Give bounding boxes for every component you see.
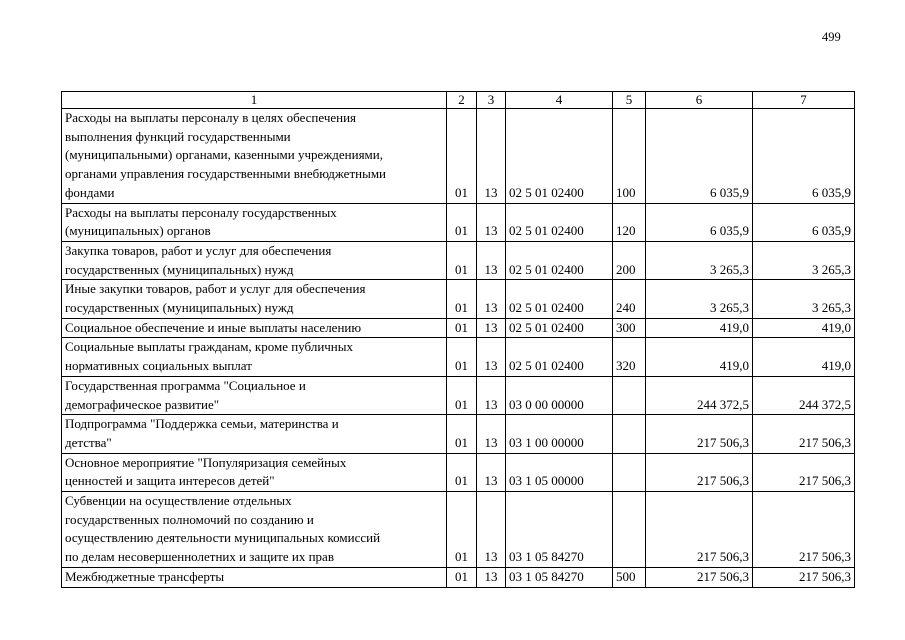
row-name-line: органами управления государственными внебюджетными xyxy=(65,166,387,182)
row-pr-cell: 13 xyxy=(477,415,506,453)
row-sum-2025-cell: 217 506,3 xyxy=(753,415,855,453)
row-name-cell xyxy=(62,241,447,279)
header-row xyxy=(62,92,855,109)
row-name-line: Социальные выплаты гражданам, кроме публичных xyxy=(65,339,353,355)
row-csr-cell: 02 5 01 02400 xyxy=(506,318,613,338)
row-sum-2025-cell: 419,0 xyxy=(753,318,855,338)
row-sum-2024-cell: 244 372,5 xyxy=(646,376,753,414)
row-sum-2025-cell: 217 506,3 xyxy=(753,567,855,587)
row-name-line: нормативных социальных выплат xyxy=(65,358,252,374)
table-row xyxy=(62,453,855,491)
row-name-line: (муниципальными) органами, казенными учреждениями, xyxy=(65,147,383,163)
row-pr-cell: 13 xyxy=(477,492,506,568)
row-rz-cell: 01 xyxy=(447,492,477,568)
row-name-line: государственных полномочий по созданию и xyxy=(65,511,314,527)
row-name-line: осуществлению деятельности муниципальных комиссий xyxy=(65,530,381,546)
row-csr-cell: 03 1 00 00000 xyxy=(506,415,613,453)
row-name-line: Подпрограмма "Поддержка семьи, материнства и xyxy=(65,416,339,432)
row-sum-2024-cell: 6 035,9 xyxy=(646,109,753,204)
row-sum-2024-cell: 217 506,3 xyxy=(646,453,753,491)
row-sum-2024-cell: 217 506,3 xyxy=(646,492,753,568)
row-name-line: Межбюджетные трансферты xyxy=(65,568,225,584)
col-header-1: 1 xyxy=(62,92,447,109)
row-rz-cell: 01 xyxy=(447,318,477,338)
table-row xyxy=(62,280,855,318)
row-name-line: государственных (муниципальных) нужд xyxy=(65,300,294,316)
row-name-line: Закупка товаров, работ и услуг для обеспечения xyxy=(65,242,332,258)
row-name-line: фондами xyxy=(65,184,115,200)
row-name-cell xyxy=(62,376,447,414)
row-rz-cell: 01 xyxy=(447,109,477,204)
row-sum-2024-cell: 217 506,3 xyxy=(646,567,753,587)
row-name-line: (муниципальных) органов xyxy=(65,223,211,239)
row-sum-2024-cell: 419,0 xyxy=(646,338,753,376)
row-vr-cell: 320 xyxy=(613,338,646,376)
row-name-line: Социальное обеспечение и иные выплаты населению xyxy=(65,319,362,335)
row-name-line: Государственная программа "Социальное и xyxy=(65,377,306,393)
row-csr-cell: 02 5 01 02400 xyxy=(506,203,613,241)
row-rz-cell: 01 xyxy=(447,203,477,241)
row-rz-cell: 01 xyxy=(447,338,477,376)
row-vr-cell: 500 xyxy=(613,567,646,587)
row-pr-cell: 13 xyxy=(477,109,506,204)
row-csr-cell: 03 1 05 84270 xyxy=(506,492,613,568)
row-csr-cell: 03 1 05 84270 xyxy=(506,567,613,587)
row-name-cell xyxy=(62,109,447,204)
row-pr-cell: 13 xyxy=(477,203,506,241)
row-sum-2024-cell: 419,0 xyxy=(646,318,753,338)
row-csr-cell: 02 5 01 02400 xyxy=(506,338,613,376)
table-row xyxy=(62,338,855,376)
table-row xyxy=(62,567,855,587)
row-sum-2024-cell: 217 506,3 xyxy=(646,415,753,453)
col-header-3: 3 xyxy=(477,92,506,109)
col-header-2: 2 xyxy=(447,92,477,109)
row-sum-2025-cell: 419,0 xyxy=(753,338,855,376)
row-rz-cell: 01 xyxy=(447,280,477,318)
row-name-cell xyxy=(62,318,447,338)
table-header xyxy=(62,92,855,109)
row-pr-cell: 13 xyxy=(477,241,506,279)
budget-table xyxy=(61,91,855,588)
row-sum-2025-cell: 217 506,3 xyxy=(753,492,855,568)
row-vr-cell: 300 xyxy=(613,318,646,338)
row-vr-cell xyxy=(613,492,646,568)
row-vr-cell xyxy=(613,453,646,491)
row-sum-2025-cell: 217 506,3 xyxy=(753,453,855,491)
row-name-line: выполнения функций государственными xyxy=(65,128,291,144)
row-name-line: Основное мероприятие "Популяризация семейных xyxy=(65,454,347,470)
table-row xyxy=(62,492,855,568)
row-pr-cell: 13 xyxy=(477,338,506,376)
row-sum-2025-cell: 6 035,9 xyxy=(753,109,855,204)
row-name-line: Расходы на выплаты персоналу в целях обеспечения xyxy=(65,110,357,125)
row-csr-cell: 03 1 05 00000 xyxy=(506,453,613,491)
table-row xyxy=(62,241,855,279)
row-vr-cell: 200 xyxy=(613,241,646,279)
row-sum-2024-cell: 3 265,3 xyxy=(646,241,753,279)
row-csr-cell: 02 5 01 02400 xyxy=(506,280,613,318)
col-header-7: 7 xyxy=(753,92,855,109)
row-csr-cell: 03 0 00 00000 xyxy=(506,376,613,414)
row-pr-cell: 13 xyxy=(477,318,506,338)
row-vr-cell: 100 xyxy=(613,109,646,204)
table-body xyxy=(62,109,855,588)
row-name-cell xyxy=(62,492,447,568)
row-name-cell xyxy=(62,453,447,491)
row-vr-cell: 240 xyxy=(613,280,646,318)
table-row xyxy=(62,318,855,338)
row-rz-cell: 01 xyxy=(447,567,477,587)
table-row xyxy=(62,415,855,453)
col-header-4: 4 xyxy=(506,92,613,109)
col-header-6: 6 xyxy=(646,92,753,109)
row-pr-cell: 13 xyxy=(477,376,506,414)
row-name-line: Субвенции на осуществление отдельных xyxy=(65,493,292,509)
row-csr-cell: 02 5 01 02400 xyxy=(506,241,613,279)
row-pr-cell: 13 xyxy=(477,280,506,318)
row-rz-cell: 01 xyxy=(447,376,477,414)
row-rz-cell: 01 xyxy=(447,453,477,491)
row-pr-cell: 13 xyxy=(477,567,506,587)
row-name-cell xyxy=(62,338,447,376)
row-sum-2025-cell: 3 265,3 xyxy=(753,280,855,318)
row-sum-2024-cell: 3 265,3 xyxy=(646,280,753,318)
row-sum-2025-cell: 3 265,3 xyxy=(753,241,855,279)
row-name-line: Расходы на выплаты персоналу государственных xyxy=(65,204,337,220)
row-name-cell xyxy=(62,203,447,241)
row-name-line: Иные закупки товаров, работ и услуг для обеспечения xyxy=(65,281,366,297)
col-header-5: 5 xyxy=(613,92,646,109)
row-pr-cell: 13 xyxy=(477,453,506,491)
row-sum-2025-cell: 244 372,5 xyxy=(753,376,855,414)
row-name-cell xyxy=(62,415,447,453)
row-name-cell xyxy=(62,567,447,587)
table-row xyxy=(62,376,855,414)
row-rz-cell: 01 xyxy=(447,415,477,453)
row-sum-2024-cell: 6 035,9 xyxy=(646,203,753,241)
row-vr-cell: 120 xyxy=(613,203,646,241)
table-row xyxy=(62,203,855,241)
page-number: 499 xyxy=(822,30,841,44)
row-name-line: ценностей и защита интересов детей" xyxy=(65,473,275,489)
table-row xyxy=(62,109,855,204)
row-name-line: демографическое развитие" xyxy=(65,396,220,412)
row-rz-cell: 01 xyxy=(447,241,477,279)
row-vr-cell xyxy=(613,376,646,414)
row-name-line: государственных (муниципальных) нужд xyxy=(65,261,294,277)
row-vr-cell xyxy=(613,415,646,453)
row-csr-cell: 02 5 01 02400 xyxy=(506,109,613,204)
row-name-line: детства" xyxy=(65,434,112,450)
row-name-line: по делам несовершеннолетних и защите их прав xyxy=(65,549,334,565)
row-name-cell xyxy=(62,280,447,318)
row-sum-2025-cell: 6 035,9 xyxy=(753,203,855,241)
